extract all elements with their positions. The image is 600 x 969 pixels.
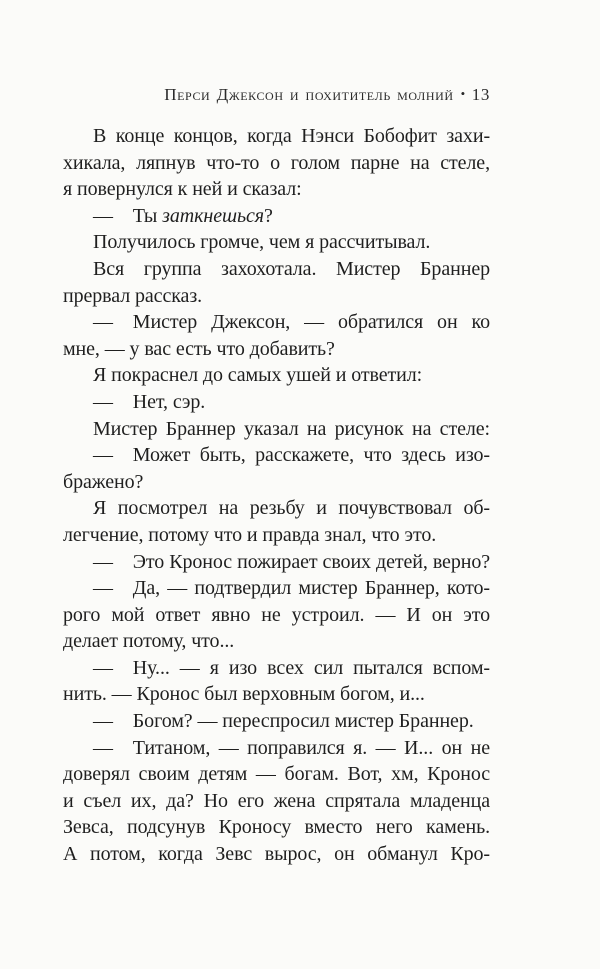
text-segment: легчение, потому что и правда знал, что это.: [63, 523, 437, 546]
text-line: [63, 708, 490, 735]
text-line: [63, 176, 490, 203]
text-line: [63, 123, 490, 150]
text-line: [63, 283, 490, 310]
paragraph: [63, 203, 490, 230]
text-segment: мне, — у вас есть что добавить?: [63, 337, 335, 360]
text-segment: и съел их, да? Но его жена спрятала младенца: [63, 789, 490, 812]
text-segment: Зевса, подсунув Кроносу вместо него камень.: [63, 816, 490, 839]
text-segment: хикала, ляпнув что-то о голом парне на стеле,: [63, 151, 490, 174]
text-line: [63, 735, 490, 762]
paragraph: [63, 655, 490, 708]
paragraph: [63, 735, 490, 868]
text-segment: ?: [263, 204, 273, 227]
text-segment: — Это Кронос пожирает своих детей, верно?: [93, 550, 490, 573]
text-line: [63, 336, 490, 363]
paragraph: [63, 389, 490, 416]
text-line: [63, 761, 490, 788]
text-line: [63, 229, 490, 256]
paragraph: [63, 575, 490, 655]
text-segment: — Богом? — переспросил мистер Браннер.: [93, 710, 474, 733]
header-separator-bullet: •: [460, 86, 466, 101]
text-segment: я повернулся к ней и сказал:: [63, 178, 302, 201]
text-segment: Я покраснел до самых ушей и ответил:: [93, 364, 423, 387]
text-line: [63, 628, 490, 655]
paragraph: [63, 256, 490, 309]
text-segment: делает потому, что...: [63, 630, 235, 653]
paragraph: [63, 362, 490, 389]
paragraph: [63, 495, 490, 548]
text-segment: Я посмотрел на резьбу и почувствовал об-: [93, 497, 490, 520]
text-segment: — Нет, сэр.: [93, 390, 206, 413]
text-segment: Мистер Браннер указал на рисунок на стеле:: [93, 417, 490, 440]
paragraph: [63, 442, 490, 495]
text-line: [63, 814, 490, 841]
book-title: Перси Джексон и похититель молний: [164, 85, 454, 104]
running-header: [63, 86, 490, 104]
text-segment: рого мой ответ явно не устроил. — И он это: [63, 603, 490, 626]
text-line: [63, 256, 490, 283]
page-number: 13: [471, 85, 490, 104]
page-body-text: [63, 123, 490, 868]
text-line: [63, 841, 490, 868]
text-line: [63, 309, 490, 336]
emphasized-word: заткнешься: [162, 204, 264, 227]
text-line: [63, 681, 490, 708]
text-segment: В конце концов, когда Нэнси Бобофит захи-: [93, 125, 490, 147]
text-segment: — Ну... — я изо всех сил пытался вспом-: [93, 656, 490, 679]
text-segment: — Мистер Джексон, — обратился он ко: [93, 311, 490, 334]
text-line: [63, 389, 490, 416]
paragraph: [63, 549, 490, 576]
text-line: [63, 150, 490, 177]
text-segment: — Может быть, расскажете, что здесь изо-: [93, 444, 490, 467]
paragraph: [63, 708, 490, 735]
text-line: [63, 549, 490, 576]
text-line: [63, 575, 490, 602]
text-line: [63, 495, 490, 522]
text-line: [63, 442, 490, 469]
text-line: [63, 655, 490, 682]
text-segment: Получилось громче, чем я рассчитывал.: [93, 231, 431, 254]
text-segment: нить. — Кронос был верховным богом, и...: [63, 683, 425, 706]
text-segment: — Титаном, — поправился я. — И... он не: [93, 736, 490, 759]
text-line: [63, 602, 490, 629]
text-line: [63, 203, 490, 230]
paragraph: [63, 229, 490, 256]
text-segment: А потом, когда Зевс вырос, он обманул Кро-: [63, 843, 490, 866]
paragraph: [63, 123, 490, 203]
text-line: [63, 522, 490, 549]
paragraph: [63, 416, 490, 443]
text-line: [63, 416, 490, 443]
text-segment: прервал рассказ.: [63, 284, 203, 307]
text-segment: доверял своим детям — богам. Вот, хм, Кронос: [63, 763, 490, 786]
text-line: [63, 788, 490, 815]
text-segment: бражено?: [63, 470, 144, 493]
text-line: [63, 469, 490, 496]
text-segment: Вся группа захохотала. Мистер Браннер: [93, 257, 490, 280]
text-block: [63, 86, 490, 868]
text-segment: — Ты: [93, 204, 163, 227]
paragraph: [63, 309, 490, 362]
text-segment: — Да, — подтвердил мистер Браннер, кото-: [93, 577, 490, 600]
text-line: [63, 362, 490, 389]
